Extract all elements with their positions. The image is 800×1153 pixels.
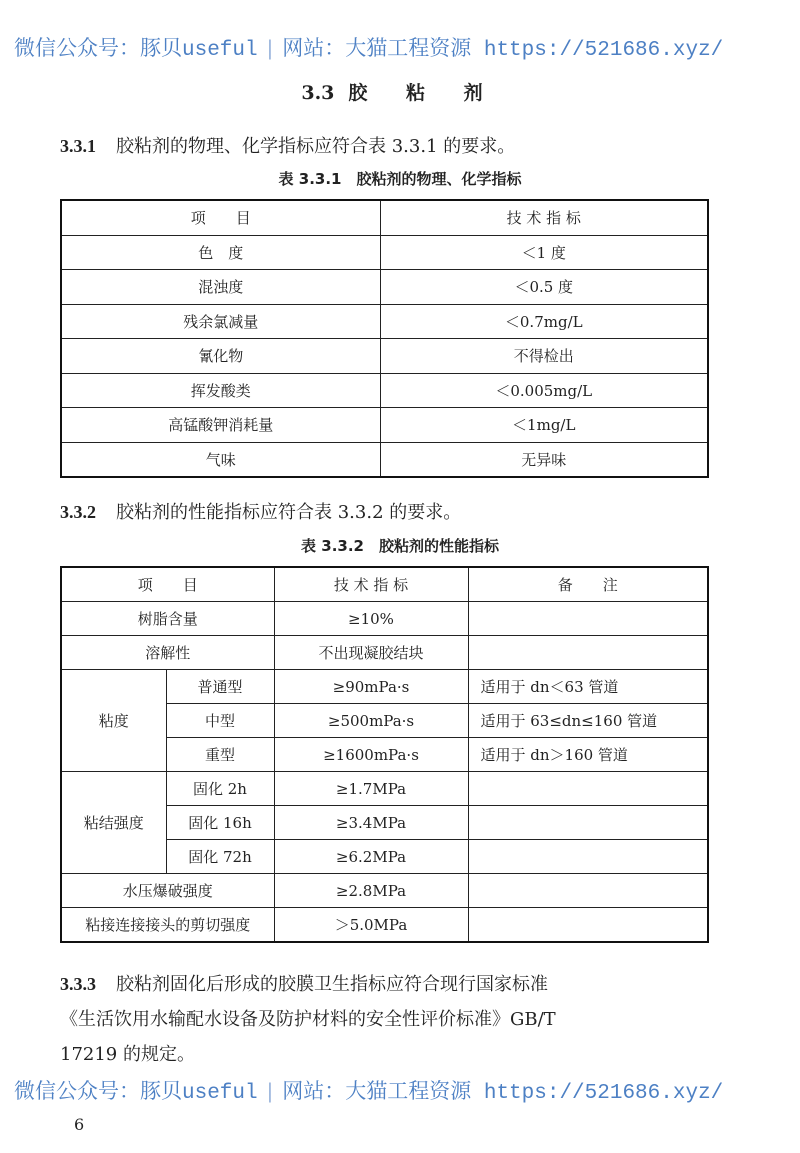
cell-note [468, 602, 708, 636]
section-number: 3.3 [301, 82, 335, 104]
cell-note [468, 806, 708, 840]
watermark-sep: | [263, 39, 277, 62]
watermark-right: 网站：大猫工程资源 https://521686.xyz/ [282, 39, 724, 62]
header-spec: 技 术 指 标 [380, 200, 708, 235]
cell-item: 水压爆破强度 [61, 874, 274, 908]
cell-item: 混浊度 [61, 270, 380, 305]
table2-caption: 表 3.3.2 胶粘剂的性能指标 [301, 537, 499, 555]
header-item: 项 目 [61, 200, 380, 235]
clause-text: 胶粘剂的性能指标应符合表 3.3.2 的要求。 [116, 502, 462, 523]
cell-note [468, 772, 708, 806]
cell-note [468, 908, 708, 943]
cell-value: 不得检出 [380, 339, 708, 374]
table-row [61, 339, 708, 374]
cell-value: ≥3.4MPa [274, 806, 468, 840]
cell-value: ＜1 度 [380, 235, 708, 270]
table-row [61, 235, 708, 270]
cell-group: 粘度 [61, 670, 166, 772]
watermark-right: 网站：大猫工程资源 https://521686.xyz/ [282, 1082, 724, 1105]
cell-item: 粘接连接接头的剪切强度 [61, 908, 274, 943]
table-header [61, 200, 708, 235]
table-row [61, 373, 708, 408]
header-item: 项 目 [61, 567, 274, 602]
clause-text: 胶粘剂固化后形成的胶膜卫生指标应符合现行国家标准 [116, 974, 548, 995]
cell-subitem: 中型 [166, 704, 274, 738]
cell-item: 高锰酸钾消耗量 [61, 408, 380, 443]
clause-number: 3.3.2 [60, 502, 96, 522]
watermark-footer [14, 1075, 723, 1105]
clause-text: 胶粘剂的物理、化学指标应符合表 3.3.1 的要求。 [116, 136, 516, 157]
cell-value: ≥6.2MPa [274, 840, 468, 874]
paragraph-3-3-2 [60, 498, 461, 524]
clause-number: 3.3.1 [60, 136, 96, 156]
cell-value: ＜1mg/L [380, 408, 708, 443]
cell-note: 适用于 dn＞160 管道 [468, 738, 708, 772]
page-number: 6 [74, 1115, 85, 1134]
table-row [61, 908, 708, 943]
table-header [61, 567, 708, 602]
header-note: 备 注 [468, 567, 708, 602]
clause-number: 3.3.3 [60, 974, 96, 994]
cell-value: 不出现凝胶结块 [274, 636, 468, 670]
table-physical-chemical [60, 199, 709, 478]
cell-note [468, 636, 708, 670]
cell-value: ≥500mPa·s [274, 704, 468, 738]
cell-note: 适用于 dn＜63 管道 [468, 670, 708, 704]
cell-item: 色 度 [61, 235, 380, 270]
cell-value: ＜0.7mg/L [380, 304, 708, 339]
table-row [61, 636, 708, 670]
cell-subitem: 重型 [166, 738, 274, 772]
table-row [61, 874, 708, 908]
cell-item: 树脂含量 [61, 602, 274, 636]
section-heading [0, 78, 800, 105]
cell-value: ≥10% [274, 602, 468, 636]
cell-value: 无异味 [380, 442, 708, 477]
cell-item: 气味 [61, 442, 380, 477]
cell-value: ≥90mPa·s [274, 670, 468, 704]
header-spec: 技 术 指 标 [274, 567, 468, 602]
cell-note: 适用于 63≤dn≤160 管道 [468, 704, 708, 738]
cell-subitem: 固化 2h [166, 772, 274, 806]
table-row [61, 670, 708, 704]
cell-value: ＜0.5 度 [380, 270, 708, 305]
cell-subitem: 普通型 [166, 670, 274, 704]
table-row [61, 304, 708, 339]
cell-value: ≥2.8MPa [274, 874, 468, 908]
table1-caption: 表 3.3.1 胶粘剂的物理、化学指标 [278, 170, 522, 188]
cell-note [468, 840, 708, 874]
watermark-left: 微信公众号：豚贝useful [14, 39, 258, 62]
cell-value: ＜0.005mg/L [380, 373, 708, 408]
cell-item: 挥发酸类 [61, 373, 380, 408]
watermark-sep: | [263, 1082, 277, 1105]
table-row [61, 772, 708, 806]
table-performance [60, 566, 709, 943]
cell-value: ≥1.7MPa [274, 772, 468, 806]
cell-subitem: 固化 16h [166, 806, 274, 840]
table-row [61, 602, 708, 636]
table-row [61, 270, 708, 305]
cell-group: 粘结强度 [61, 772, 166, 874]
paragraph-3-3-1 [60, 132, 515, 158]
cell-subitem: 固化 72h [166, 840, 274, 874]
cell-note [468, 874, 708, 908]
table-row [61, 442, 708, 477]
paragraph-3-3-3 [60, 970, 548, 996]
watermark-header [14, 32, 723, 62]
clause-text-line2: 《生活饮用水输配水设备及防护材料的安全性评价标准》GB/T [60, 1009, 556, 1030]
cell-item: 溶解性 [61, 636, 274, 670]
cell-value: ≥1600mPa·s [274, 738, 468, 772]
table-row [61, 408, 708, 443]
watermark-left: 微信公众号：豚贝useful [14, 1082, 258, 1105]
cell-item: 氰化物 [61, 339, 380, 374]
cell-item: 残余氯减量 [61, 304, 380, 339]
section-title: 胶 粘 剂 [348, 82, 499, 104]
cell-value: ＞5.0MPa [274, 908, 468, 943]
clause-text-line3: 17219 的规定。 [60, 1044, 195, 1065]
